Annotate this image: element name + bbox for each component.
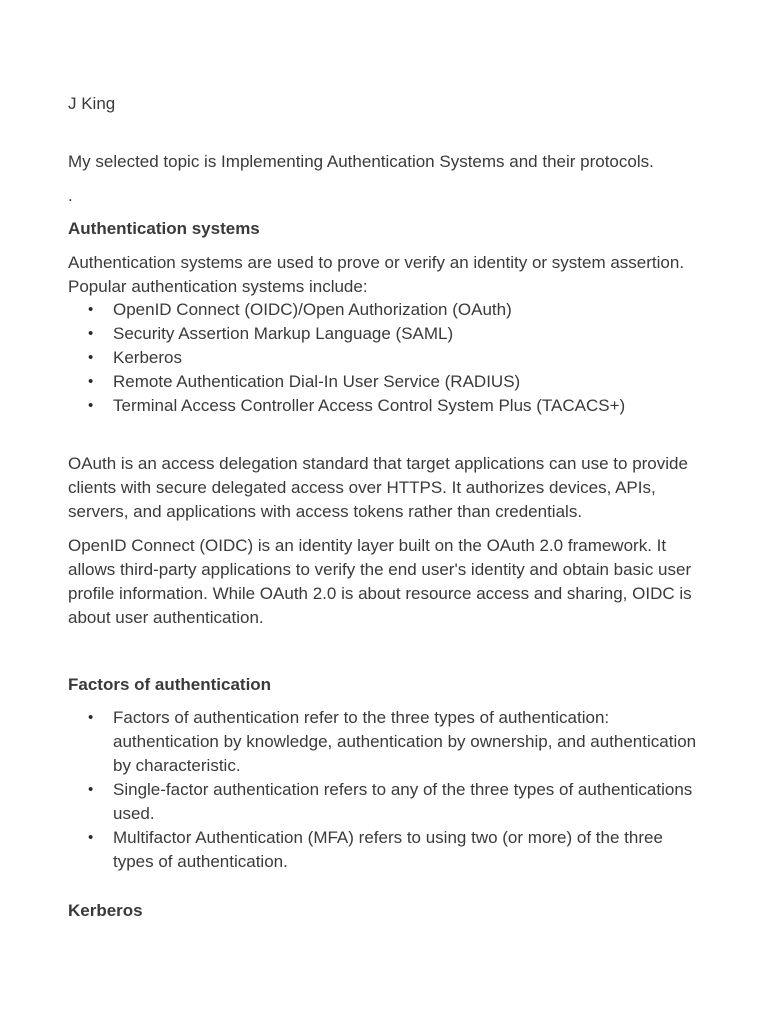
list-item: • Single-factor authentication refers to any of the three types of authentications used.	[68, 778, 708, 826]
auth-systems-intro: Authentication systems are used to prove or verify an identity or system assertion. Popular authentication systems include:	[68, 253, 685, 296]
heading-authentication-systems: Authentication systems	[68, 219, 260, 238]
oauth-paragraph: OAuth is an access delegation standard that target applications can use to provide clients with secure delegated access over HTTPS. It authorizes devices, APIs, servers, and applications with access tokens rather than credentials.	[68, 454, 688, 521]
list-item: • OpenID Connect (OIDC)/Open Authorization (OAuth)	[68, 298, 708, 322]
list-item: • Remote Authentication Dial-In User Service (RADIUS)	[68, 370, 708, 394]
auth-systems-list	[68, 298, 708, 418]
oidc-paragraph: OpenID Connect (OIDC) is an identity layer built on the OAuth 2.0 framework. It allows third-party applications to verify the end user's identity and obtain basic user profile information. While OAuth 2.0 is about resource access and sharing, OIDC is about user authentication.	[68, 536, 692, 627]
list-item: • Terminal Access Controller Access Control System Plus (TACACS+)	[68, 394, 708, 418]
separator-dot: .	[68, 186, 73, 205]
topic-statement: My selected topic is Implementing Authentication Systems and their protocols.	[68, 152, 654, 171]
list-item: • Multifactor Authentication (MFA) refers to using two (or more) of the three types of authentication.	[68, 826, 708, 874]
heading-kerberos: Kerberos	[68, 901, 143, 920]
factors-list	[68, 706, 708, 874]
list-item: • Security Assertion Markup Language (SAML)	[68, 322, 708, 346]
heading-factors-of-authentication: Factors of authentication	[68, 675, 272, 694]
author-name: J King	[68, 94, 116, 113]
list-item: • Factors of authentication refer to the three types of authentication: authentication by knowledge, authentication by ownership, and authentication by characteristic.	[68, 706, 708, 778]
list-item: • Kerberos	[68, 346, 708, 370]
